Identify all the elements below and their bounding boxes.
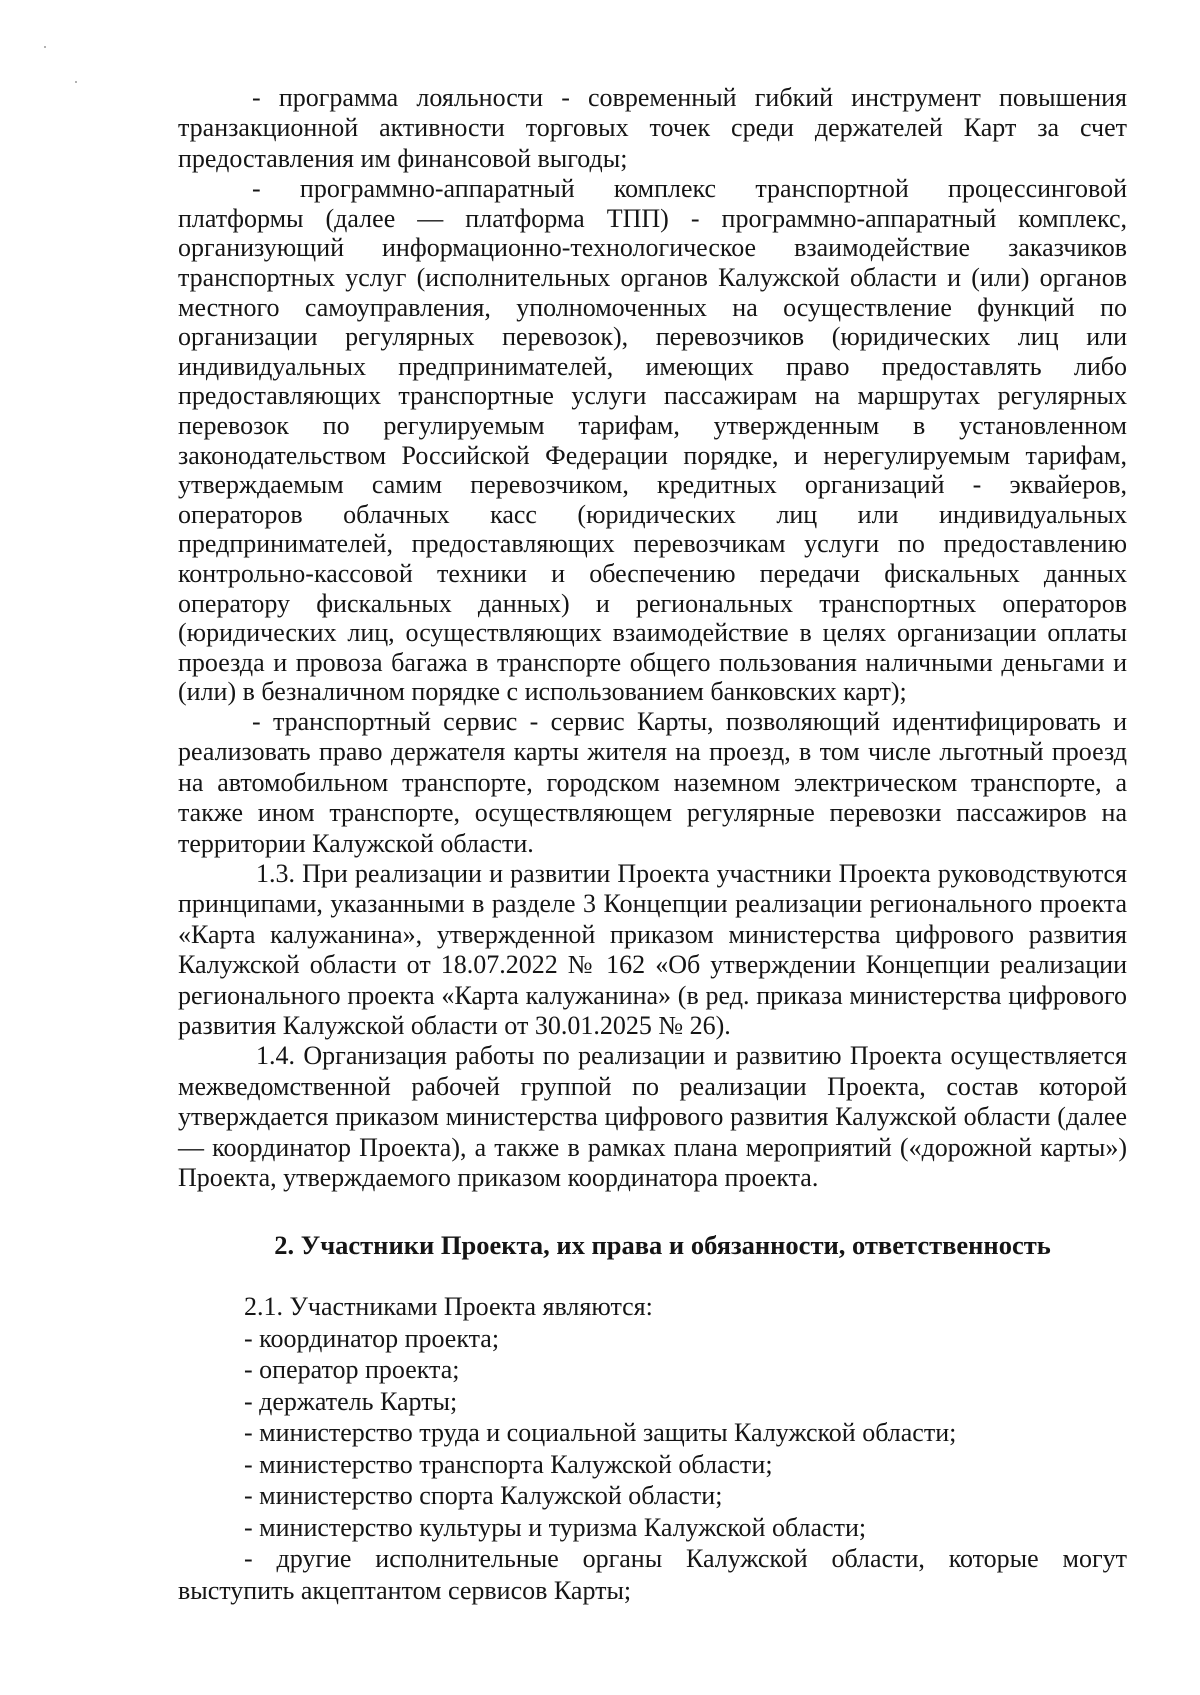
list-item: - координатор проекта; — [244, 1323, 500, 1353]
document-body — [178, 83, 1127, 1606]
list-item: - министерство труда и социальной защиты Калужской области; — [244, 1418, 957, 1448]
participants-intro: 2.1. Участниками Проекта являются: — [244, 1292, 653, 1322]
section-heading: 2. Участники Проекта, их права и обязанности, ответственность — [274, 1230, 1051, 1261]
scan-speck — [44, 46, 46, 48]
paragraph-loyalty-program: - программа лояльности - современный гибкий инструмент повышения транзакционной активности торговых точек среди держателей Карт за счет предоставления им финансовой выгоды; — [178, 83, 1127, 173]
list-item: - другие исполнительные органы Калужской области, которые могут выступить акцептантом сервисов Карты; — [178, 1544, 1127, 1605]
list-item: - министерство культуры и туризма Калужской области; — [244, 1512, 867, 1542]
list-item: - министерство транспорта Калужской области; — [244, 1449, 773, 1479]
paragraph-transport-service: - транспортный сервис - сервис Карты, позволяющий идентифицировать и реализовать право держателя карты жителя на проезд, в том числе льготный проезд на автомобильном транспорте, городском наземном электрическом транспорте, а также ином транспорте, осуществляющем регулярные перевозки пассажиров на территории Калужской области. — [178, 706, 1127, 858]
list-item: - оператор проекта; — [244, 1355, 460, 1385]
list-item: - министерство спорта Калужской области; — [244, 1481, 723, 1511]
scan-speck — [75, 81, 77, 83]
participants-list — [178, 1323, 1127, 1607]
paragraph-tpp-platform: - программно-аппаратный комплекс транспортной процессинговой платформы (далее — платформа ТПП) - программно-аппаратный комплекс, организующий информационно-технологическое взаимодействие заказчиков транспортных услуг (исполнительных органов Калужской области и (или) органов местного самоуправления, уполномоченных на осуществление функций по организации регулярных перевозок), перевозчиков (юридических лиц или индивидуальных предпринимателей, имеющих право предоставлять либо предоставляющих транспортные услуги пассажирам на маршрутах регулярных перевозок по регулируемым тарифам, утвержденным в установленном законодательством Российской Федерации порядке, и нерегулируемым тарифам, утверждаемым самим перевозчиком, кредитных организаций - эквайеров, операторов облачных касс (юридических лиц или индивидуальных предпринимателей, предоставляющих перевозчикам услуги по предоставлению контрольно-кассовой техники и обеспечению передачи фискальных данных оператору фискальных данных) и региональных транспортных операторов (юридических лиц, осуществляющих взаимодействие в целях организации оплаты проезда и провоза багажа в транспорте общего пользования наличными деньгами и (или) в безналичном порядке с использованием банковских карт); — [178, 174, 1127, 707]
paragraph-1-3: 1.3. При реализации и развитии Проекта участники Проекта руководствуются принципами, указанными в разделе 3 Концепции реализации регионального проекта «Карта калужанина», утвержденной приказом министерства цифрового развития Калужской области от 18.07.2022 № 162 «Об утверждении Концепции реализации регионального проекта «Карта калужанина» (в ред. приказа министерства цифрового развития Калужской области от 30.01.2025 № 26). — [178, 858, 1127, 1040]
list-item: - держатель Карты; — [244, 1386, 458, 1416]
paragraph-1-4: 1.4. Организация работы по реализации и развитию Проекта осуществляется межведомственной рабочей группой по реализации Проекта, состав которой утверждается приказом министерства цифрового развития Калужской области (далее — координатор Проекта), а также в рамках плана мероприятий («дорожной карты») Проекта, утверждаемого приказом координатора проекта. — [178, 1041, 1127, 1192]
